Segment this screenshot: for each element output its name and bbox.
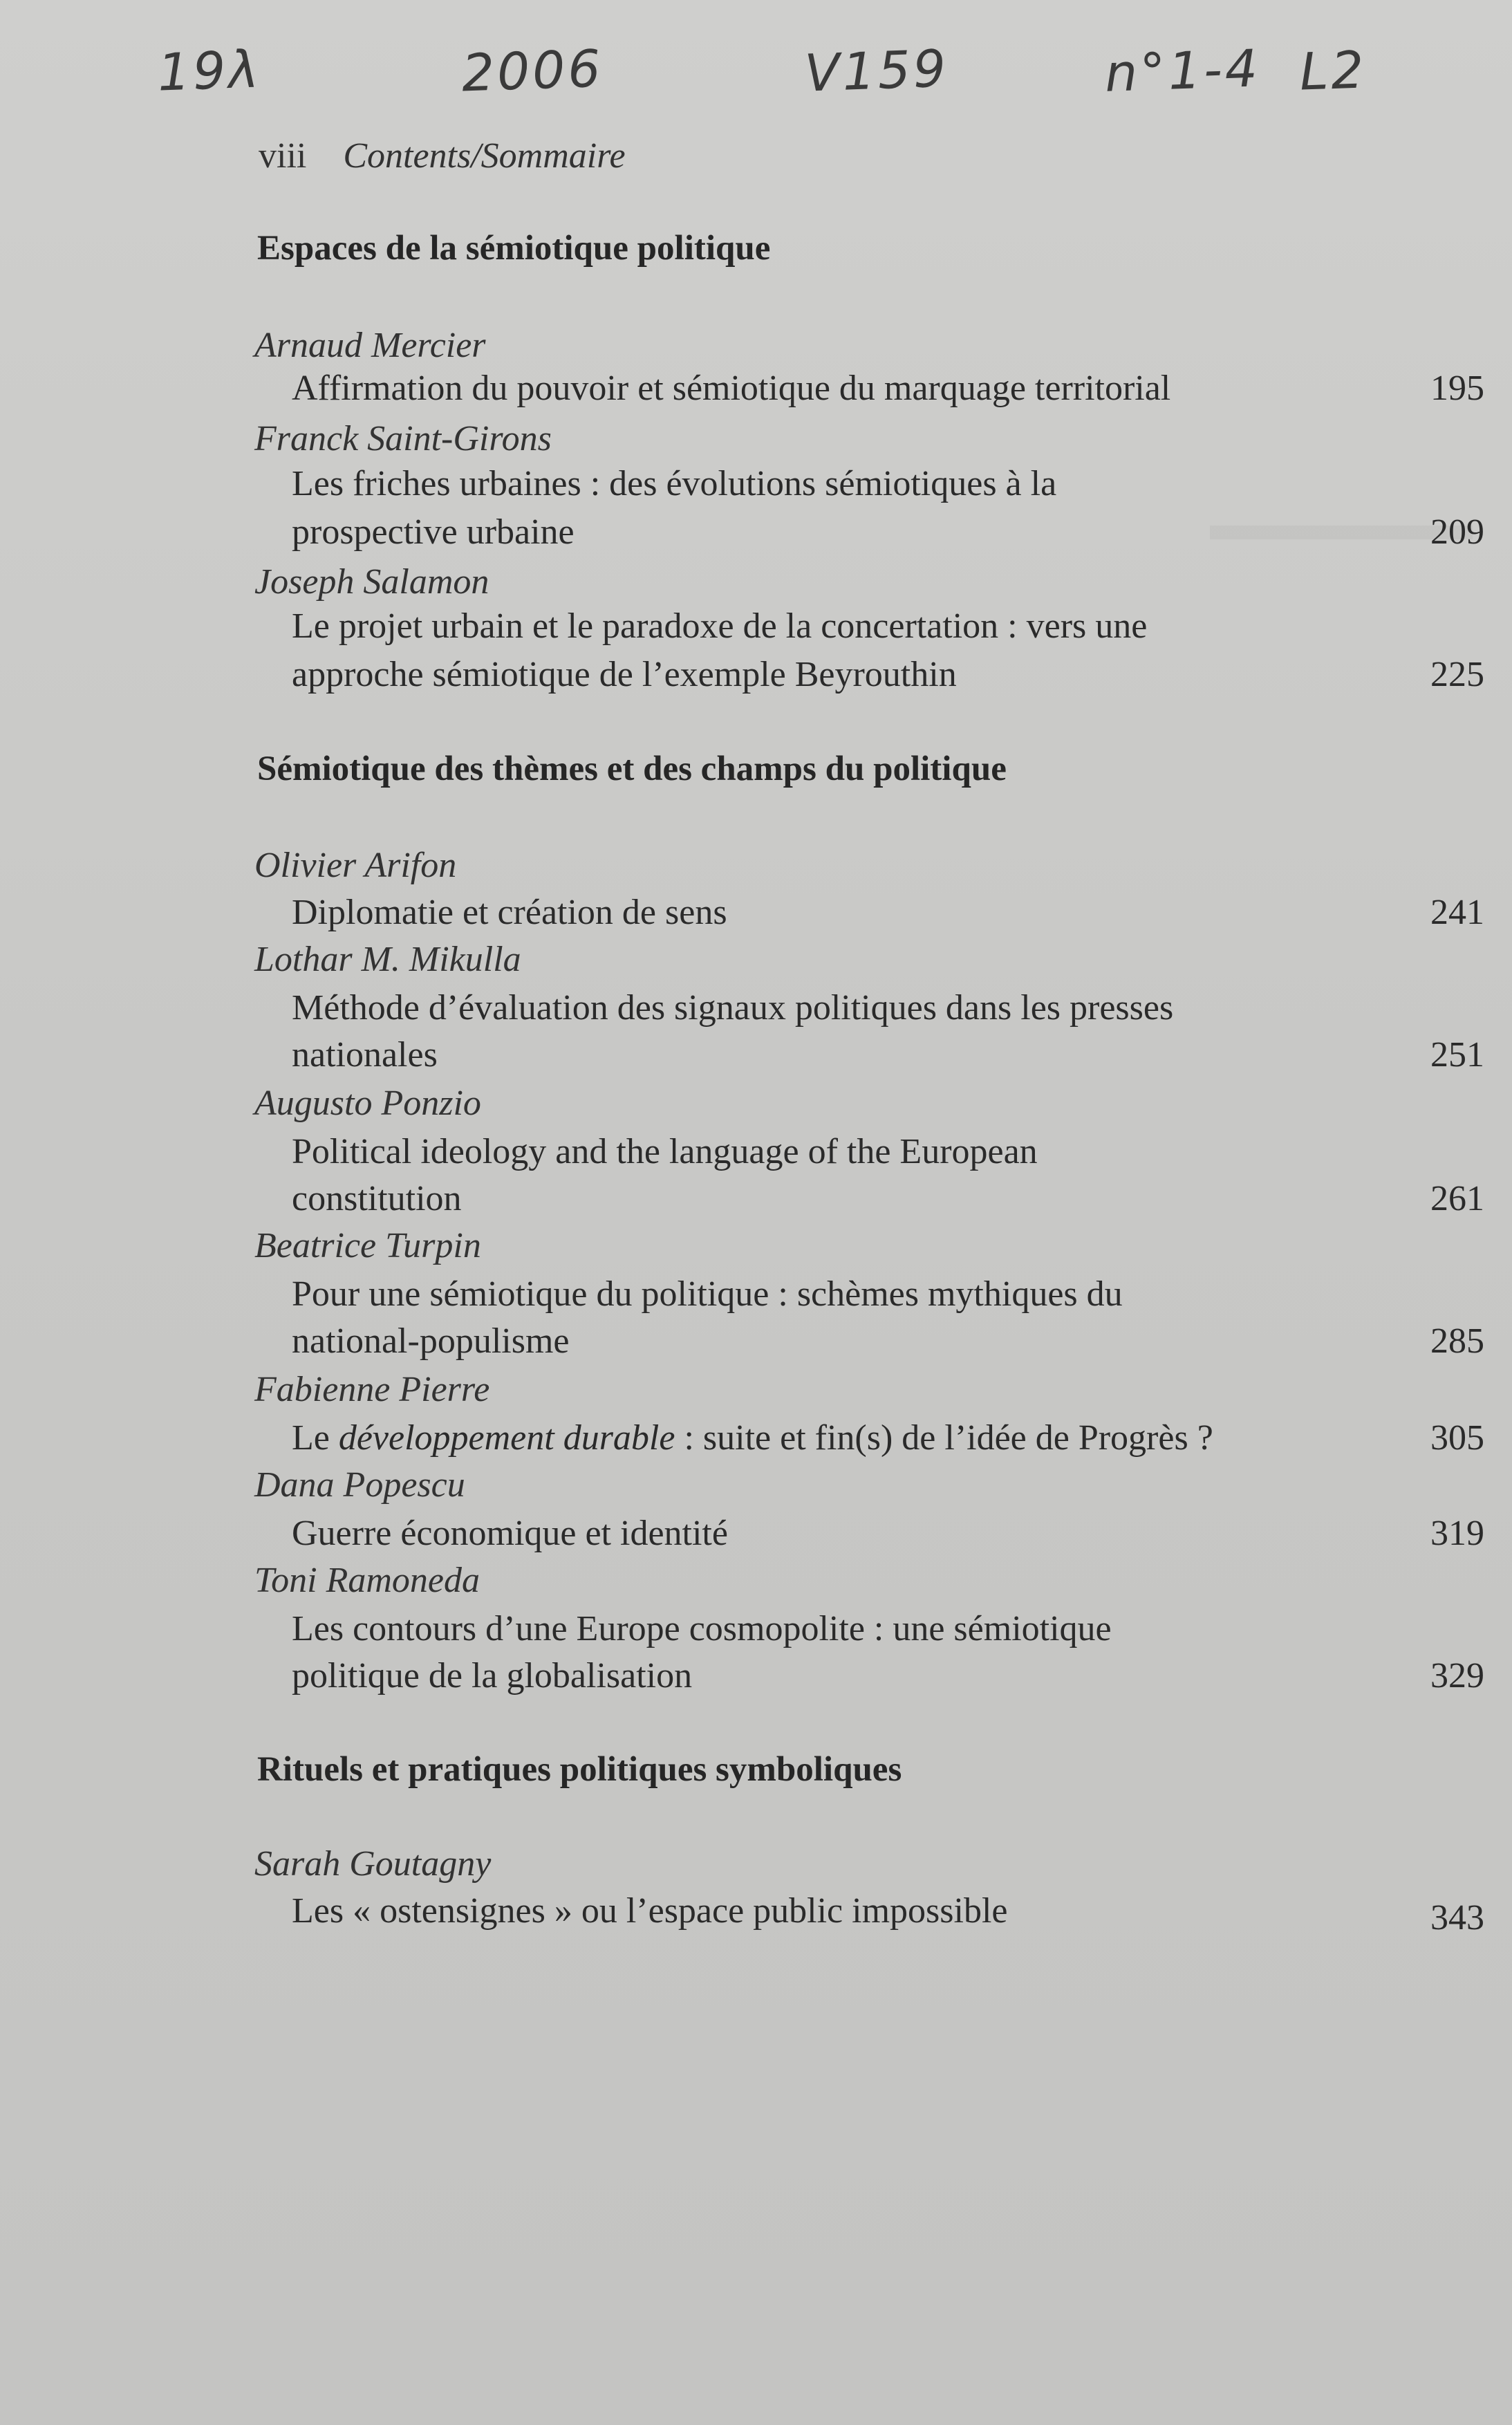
running-head-title: Contents/Sommaire [343, 136, 626, 176]
entry-author: Joseph Salamon [254, 562, 489, 602]
entry-author: Olivier Arifon [254, 846, 457, 885]
entry-title-line: Le projet urbain et le paradoxe de la concertation : vers une [292, 606, 1148, 646]
emphasis-phrase: développement durable [338, 1418, 675, 1458]
entry-title-line: Les friches urbaines : des évolutions sémiotiques à la [292, 464, 1057, 503]
entry-title-line: Pour une sémiotique du politique : schèmes mythiques du [292, 1274, 1123, 1314]
entry-title-line: prospective urbaine [292, 512, 575, 552]
entry-author: Augusto Ponzio [254, 1084, 481, 1123]
entry-page-number: 343 [1430, 1898, 1484, 1938]
entry-author: Lothar M. Mikulla [254, 940, 521, 979]
entry-page-number: 261 [1430, 1179, 1484, 1218]
entry-title-line: politique de la globalisation [292, 1656, 693, 1695]
entry-page-number: 241 [1430, 893, 1484, 932]
entry-author: Franck Saint-Girons [254, 419, 552, 458]
entry-title-line: national-populisme [292, 1321, 570, 1361]
handwritten-note-2: 2006 [460, 39, 604, 104]
entry-title-line: Méthode d’évaluation des signaux politiques dans les presses [292, 988, 1174, 1028]
handwritten-note-3: V159 [803, 39, 950, 104]
entry-title-line: Diplomatie et création de sens [292, 893, 727, 932]
entry-page-number: 285 [1430, 1321, 1484, 1361]
handwritten-note-4: n°1-4 [1103, 39, 1262, 104]
entry-page-number: 305 [1430, 1418, 1484, 1458]
entry-page-number: 329 [1430, 1656, 1484, 1695]
entry-title-line: Political ideology and the language of the European [292, 1132, 1038, 1171]
entry-page-number: 225 [1430, 655, 1484, 694]
entry-title-line: approche sémiotique de l’exemple Beyrouthin [292, 655, 957, 694]
entry-title-line: Guerre économique et identité [292, 1514, 728, 1553]
folio: viii [259, 136, 307, 176]
entry-title-line: Le développement durable : suite et fin(s) de l’idée de Progrès ? [292, 1418, 1213, 1458]
entry-page-number: 209 [1430, 512, 1484, 552]
entry-author: Dana Popescu [254, 1465, 465, 1505]
entry-page-number: 195 [1430, 369, 1484, 408]
entry-page-number: 319 [1430, 1514, 1484, 1553]
entry-title-line: Les « ostensignes » ou l’espace public impossible [292, 1891, 1008, 1931]
running-head [259, 136, 626, 176]
entry-title-line: constitution [292, 1179, 462, 1218]
handwritten-note-1: 19λ [156, 39, 263, 103]
entry-author: Fabienne Pierre [254, 1370, 490, 1409]
section-heading: Sémiotique des thèmes et des champs du politique [257, 750, 1007, 788]
entry-author: Arnaud Mercier [254, 326, 486, 365]
entry-title-line: nationales [292, 1035, 438, 1075]
entry-title-line: Affirmation du pouvoir et sémiotique du marquage territorial [292, 369, 1171, 408]
entry-author: Toni Ramoneda [254, 1561, 480, 1600]
section-heading: Rituels et pratiques politiques symboliques [257, 1750, 902, 1789]
entry-page-number: 251 [1430, 1035, 1484, 1075]
entry-title-line: Les contours d’une Europe cosmopolite : une sémiotique [292, 1609, 1112, 1648]
section-heading: Espaces de la sémiotique politique [257, 229, 771, 268]
entry-author: Beatrice Turpin [254, 1226, 481, 1265]
handwritten-note-5: L2 [1298, 40, 1368, 102]
entry-author: Sarah Goutagny [254, 1844, 492, 1884]
